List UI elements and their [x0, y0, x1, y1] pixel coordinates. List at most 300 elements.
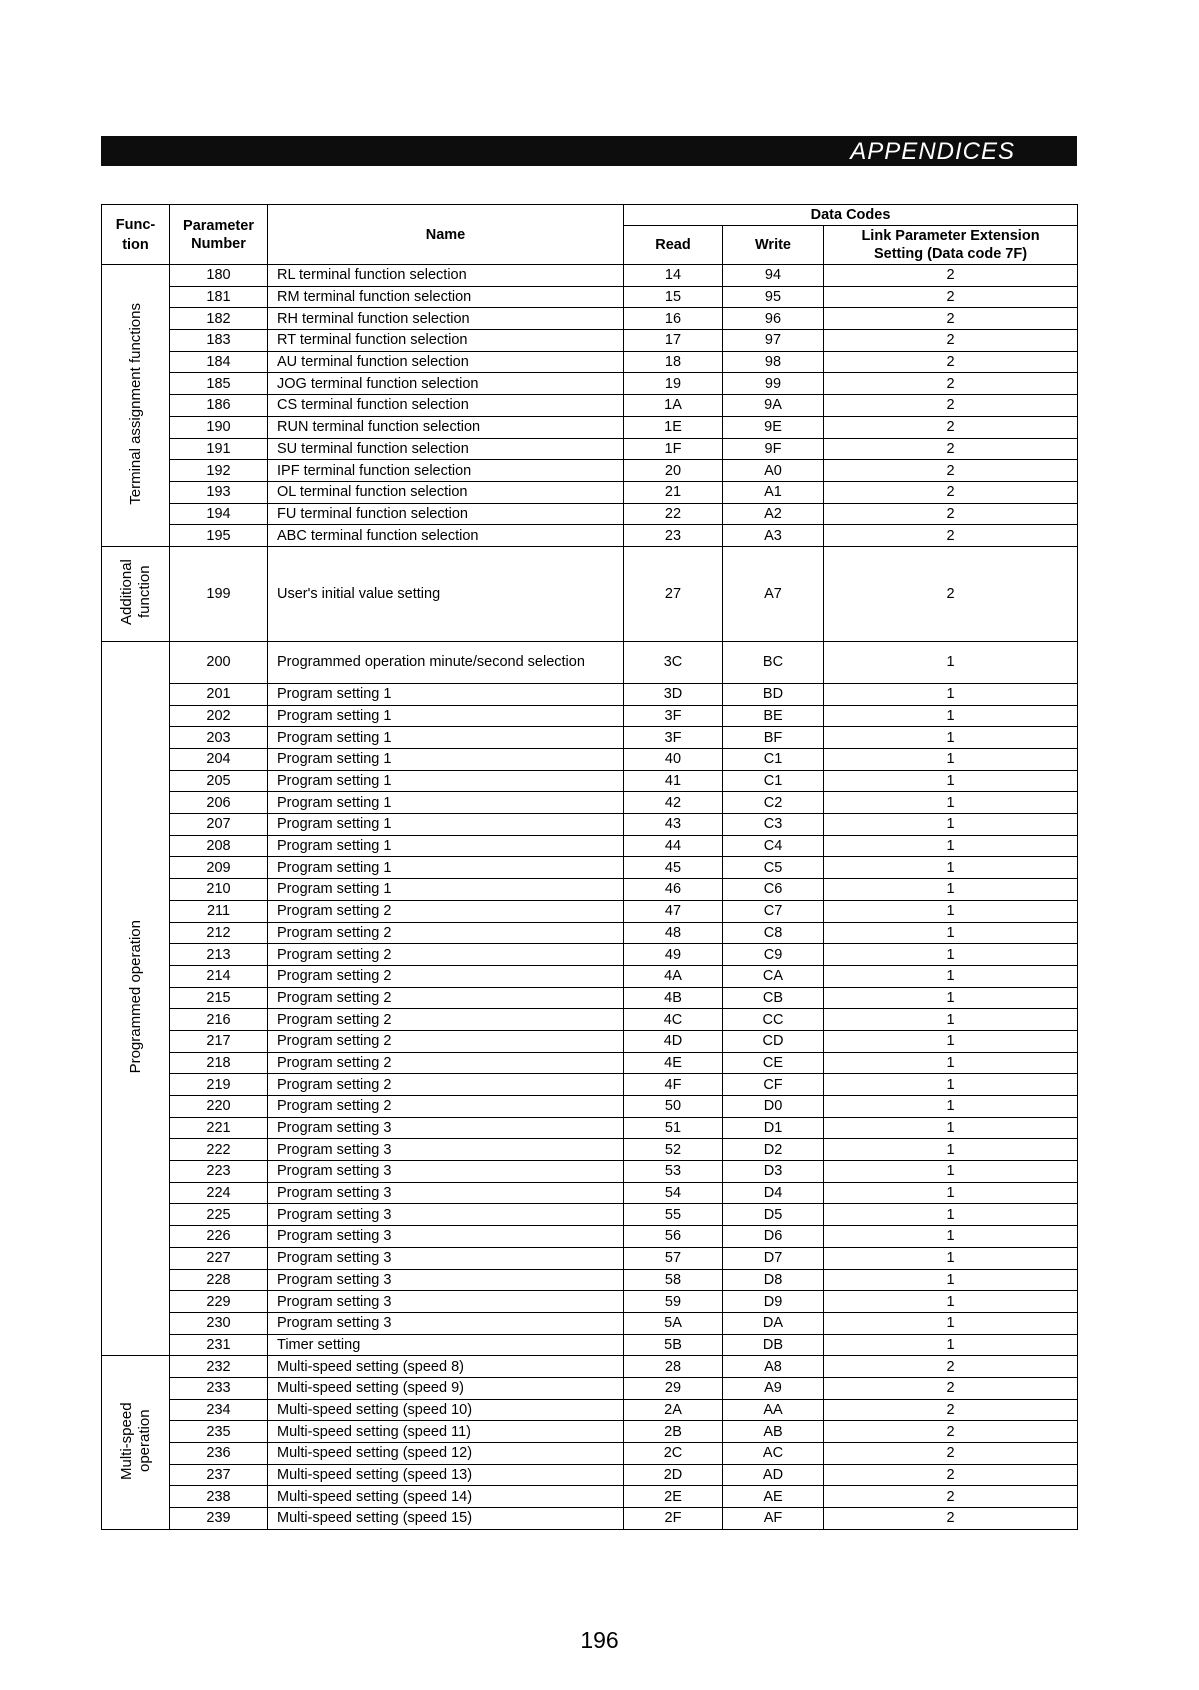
- link-extension-cell: 1: [824, 814, 1078, 836]
- read-code-cell: 58: [624, 1269, 723, 1291]
- parameter-number-cell: 186: [170, 395, 268, 417]
- link-extension-cell: 1: [824, 727, 1078, 749]
- header-name: Name: [268, 205, 624, 265]
- table-row: [102, 683, 1078, 705]
- read-code-cell: 21: [624, 481, 723, 503]
- link-extension-cell: 2: [824, 416, 1078, 438]
- write-code-cell: A1: [723, 481, 824, 503]
- parameter-number-cell: 182: [170, 308, 268, 330]
- read-code-cell: 3C: [624, 641, 723, 683]
- table-row: [102, 460, 1078, 482]
- parameter-name-cell: Multi-speed setting (speed 11): [268, 1421, 624, 1443]
- read-code-cell: 44: [624, 835, 723, 857]
- parameter-name-cell: Multi-speed setting (speed 10): [268, 1399, 624, 1421]
- write-code-cell: AE: [723, 1486, 824, 1508]
- write-code-cell: D1: [723, 1117, 824, 1139]
- parameter-name-cell: Program setting 1: [268, 814, 624, 836]
- parameter-number-cell: 214: [170, 965, 268, 987]
- parameter-number-cell: 213: [170, 944, 268, 966]
- read-code-cell: 3D: [624, 683, 723, 705]
- parameter-number-cell: 210: [170, 879, 268, 901]
- parameter-name-cell: Multi-speed setting (speed 9): [268, 1377, 624, 1399]
- table-row: [102, 1356, 1078, 1378]
- parameter-name-cell: Multi-speed setting (speed 14): [268, 1486, 624, 1508]
- function-group-cell: [102, 265, 170, 547]
- table-row: [102, 1117, 1078, 1139]
- write-code-cell: CC: [723, 1009, 824, 1031]
- read-code-cell: 43: [624, 814, 723, 836]
- read-code-cell: 54: [624, 1182, 723, 1204]
- parameter-name-cell: Multi-speed setting (speed 15): [268, 1508, 624, 1530]
- parameter-number-cell: 185: [170, 373, 268, 395]
- write-code-cell: C5: [723, 857, 824, 879]
- table-row: [102, 987, 1078, 1009]
- parameter-number-cell: 230: [170, 1312, 268, 1334]
- table-row: [102, 1312, 1078, 1334]
- table-row: [102, 503, 1078, 525]
- read-code-cell: 2A: [624, 1399, 723, 1421]
- parameter-number-cell: 238: [170, 1486, 268, 1508]
- write-code-cell: D6: [723, 1226, 824, 1248]
- parameter-name-cell: IPF terminal function selection: [268, 460, 624, 482]
- parameter-name-cell: Program setting 2: [268, 1052, 624, 1074]
- link-extension-cell: 1: [824, 1291, 1078, 1313]
- read-code-cell: 2C: [624, 1443, 723, 1465]
- parameter-name-cell: AU terminal function selection: [268, 351, 624, 373]
- parameter-number-cell: 180: [170, 265, 268, 287]
- link-extension-cell: 2: [824, 1356, 1078, 1378]
- parameter-name-cell: Program setting 1: [268, 879, 624, 901]
- parameter-number-cell: 224: [170, 1182, 268, 1204]
- table-row: [102, 1377, 1078, 1399]
- table-row: [102, 351, 1078, 373]
- header-parameter-number: Parameter Number: [170, 205, 268, 265]
- link-extension-cell: 2: [824, 481, 1078, 503]
- parameter-name-cell: Program setting 1: [268, 770, 624, 792]
- read-code-cell: 42: [624, 792, 723, 814]
- function-group-label: Terminal assignment functions: [126, 302, 144, 505]
- parameter-number-cell: 215: [170, 987, 268, 1009]
- parameter-name-cell: Program setting 2: [268, 987, 624, 1009]
- read-code-cell: 53: [624, 1161, 723, 1183]
- write-code-cell: CA: [723, 965, 824, 987]
- table-row: [102, 286, 1078, 308]
- write-code-cell: BF: [723, 727, 824, 749]
- read-code-cell: 4A: [624, 965, 723, 987]
- table-row: [102, 1074, 1078, 1096]
- parameter-name-cell: Program setting 3: [268, 1269, 624, 1291]
- link-extension-cell: 1: [824, 944, 1078, 966]
- write-code-cell: 94: [723, 265, 824, 287]
- parameter-number-cell: 191: [170, 438, 268, 460]
- parameter-number-cell: 226: [170, 1226, 268, 1248]
- parameter-number-cell: 203: [170, 727, 268, 749]
- table-row: [102, 1182, 1078, 1204]
- parameter-number-cell: 211: [170, 900, 268, 922]
- read-code-cell: 4C: [624, 1009, 723, 1031]
- parameter-name-cell: RL terminal function selection: [268, 265, 624, 287]
- write-code-cell: A8: [723, 1356, 824, 1378]
- table-row: [102, 546, 1078, 641]
- parameter-name-cell: Program setting 1: [268, 835, 624, 857]
- link-extension-cell: 1: [824, 900, 1078, 922]
- table-row: [102, 330, 1078, 352]
- read-code-cell: 50: [624, 1096, 723, 1118]
- read-code-cell: 2F: [624, 1508, 723, 1530]
- write-code-cell: D3: [723, 1161, 824, 1183]
- write-code-cell: C1: [723, 770, 824, 792]
- parameter-number-cell: 228: [170, 1269, 268, 1291]
- parameter-number-cell: 221: [170, 1117, 268, 1139]
- link-extension-cell: 1: [824, 1009, 1078, 1031]
- table-row: [102, 1226, 1078, 1248]
- header-data-codes: Data Codes: [624, 205, 1078, 226]
- link-extension-cell: 2: [824, 373, 1078, 395]
- parameter-number-cell: 216: [170, 1009, 268, 1031]
- parameter-number-cell: 227: [170, 1247, 268, 1269]
- parameter-number-cell: 207: [170, 814, 268, 836]
- table-row: [102, 373, 1078, 395]
- write-code-cell: 95: [723, 286, 824, 308]
- write-code-cell: 98: [723, 351, 824, 373]
- table-row: [102, 965, 1078, 987]
- table-row: [102, 1204, 1078, 1226]
- table-row: [102, 792, 1078, 814]
- table-row: [102, 727, 1078, 749]
- section-header-bar: [101, 136, 1077, 166]
- write-code-cell: BD: [723, 683, 824, 705]
- link-extension-cell: 1: [824, 857, 1078, 879]
- read-code-cell: 17: [624, 330, 723, 352]
- write-code-cell: D4: [723, 1182, 824, 1204]
- link-extension-cell: 1: [824, 1074, 1078, 1096]
- table-row: [102, 922, 1078, 944]
- read-code-cell: 18: [624, 351, 723, 373]
- link-extension-cell: 2: [824, 460, 1078, 482]
- parameter-table: [101, 204, 1078, 1530]
- read-code-cell: 3F: [624, 705, 723, 727]
- link-extension-cell: 1: [824, 1117, 1078, 1139]
- table-row: [102, 879, 1078, 901]
- write-code-cell: C4: [723, 835, 824, 857]
- table-body: [102, 265, 1078, 1530]
- table-row: [102, 438, 1078, 460]
- table-row: [102, 308, 1078, 330]
- table-row: [102, 857, 1078, 879]
- write-code-cell: AF: [723, 1508, 824, 1530]
- write-code-cell: A3: [723, 525, 824, 547]
- table-row: [102, 265, 1078, 287]
- table-row: [102, 525, 1078, 547]
- parameter-number-cell: 201: [170, 683, 268, 705]
- read-code-cell: 41: [624, 770, 723, 792]
- write-code-cell: D0: [723, 1096, 824, 1118]
- link-extension-cell: 1: [824, 965, 1078, 987]
- read-code-cell: 51: [624, 1117, 723, 1139]
- link-extension-cell: 2: [824, 1464, 1078, 1486]
- table-row: [102, 1464, 1078, 1486]
- parameter-number-cell: 204: [170, 749, 268, 771]
- link-extension-cell: 1: [824, 835, 1078, 857]
- table-row: [102, 1291, 1078, 1313]
- link-extension-cell: 1: [824, 1096, 1078, 1118]
- parameter-number-cell: 223: [170, 1161, 268, 1183]
- table-row: [102, 900, 1078, 922]
- table-row: [102, 705, 1078, 727]
- read-code-cell: 46: [624, 879, 723, 901]
- table-row: [102, 1269, 1078, 1291]
- parameter-number-cell: 229: [170, 1291, 268, 1313]
- section-title: APPENDICES: [850, 138, 1015, 165]
- write-code-cell: BE: [723, 705, 824, 727]
- parameter-name-cell: Program setting 3: [268, 1117, 624, 1139]
- link-extension-cell: 1: [824, 749, 1078, 771]
- write-code-cell: D8: [723, 1269, 824, 1291]
- table-row: [102, 1508, 1078, 1530]
- parameter-number-cell: 184: [170, 351, 268, 373]
- write-code-cell: DB: [723, 1334, 824, 1356]
- table-row: [102, 1009, 1078, 1031]
- read-code-cell: 28: [624, 1356, 723, 1378]
- table-row: [102, 416, 1078, 438]
- write-code-cell: D7: [723, 1247, 824, 1269]
- write-code-cell: BC: [723, 641, 824, 683]
- parameter-name-cell: Program setting 3: [268, 1182, 624, 1204]
- write-code-cell: D2: [723, 1139, 824, 1161]
- parameter-number-cell: 200: [170, 641, 268, 683]
- table-row: [102, 1096, 1078, 1118]
- parameter-number-cell: 218: [170, 1052, 268, 1074]
- read-code-cell: 40: [624, 749, 723, 771]
- write-code-cell: A0: [723, 460, 824, 482]
- write-code-cell: C3: [723, 814, 824, 836]
- write-code-cell: C2: [723, 792, 824, 814]
- link-extension-cell: 1: [824, 1204, 1078, 1226]
- parameter-name-cell: CS terminal function selection: [268, 395, 624, 417]
- read-code-cell: 23: [624, 525, 723, 547]
- link-extension-cell: 1: [824, 683, 1078, 705]
- table-row: [102, 835, 1078, 857]
- link-extension-cell: 1: [824, 1161, 1078, 1183]
- link-extension-cell: 2: [824, 395, 1078, 417]
- parameter-name-cell: Program setting 1: [268, 749, 624, 771]
- write-code-cell: CD: [723, 1030, 824, 1052]
- link-extension-cell: 2: [824, 503, 1078, 525]
- read-code-cell: 47: [624, 900, 723, 922]
- parameter-number-cell: 208: [170, 835, 268, 857]
- parameter-number-cell: 219: [170, 1074, 268, 1096]
- write-code-cell: 9A: [723, 395, 824, 417]
- table-row: [102, 641, 1078, 683]
- write-code-cell: AB: [723, 1421, 824, 1443]
- parameter-name-cell: RH terminal function selection: [268, 308, 624, 330]
- table-row: [102, 1139, 1078, 1161]
- read-code-cell: 5A: [624, 1312, 723, 1334]
- parameter-name-cell: User's initial value setting: [268, 546, 624, 641]
- parameter-name-cell: Program setting 2: [268, 944, 624, 966]
- parameter-number-cell: 195: [170, 525, 268, 547]
- link-extension-cell: 1: [824, 1312, 1078, 1334]
- parameter-name-cell: Program setting 3: [268, 1204, 624, 1226]
- link-extension-cell: 2: [824, 308, 1078, 330]
- read-code-cell: 22: [624, 503, 723, 525]
- function-group-label: Additional function: [117, 559, 153, 625]
- link-extension-cell: 2: [824, 1443, 1078, 1465]
- link-extension-cell: 1: [824, 1052, 1078, 1074]
- read-code-cell: 20: [624, 460, 723, 482]
- read-code-cell: 59: [624, 1291, 723, 1313]
- table-row: [102, 749, 1078, 771]
- table-row: [102, 395, 1078, 417]
- parameter-name-cell: Program setting 2: [268, 922, 624, 944]
- link-extension-cell: 2: [824, 525, 1078, 547]
- link-extension-cell: 2: [824, 330, 1078, 352]
- link-extension-cell: 1: [824, 705, 1078, 727]
- parameter-name-cell: Program setting 3: [268, 1139, 624, 1161]
- parameter-name-cell: RUN terminal function selection: [268, 416, 624, 438]
- header-read: Read: [624, 226, 723, 265]
- write-code-cell: 97: [723, 330, 824, 352]
- table-row: [102, 1247, 1078, 1269]
- parameter-number-cell: 193: [170, 481, 268, 503]
- read-code-cell: 1E: [624, 416, 723, 438]
- function-group-label: Programmed operation: [126, 919, 144, 1074]
- link-extension-cell: 2: [824, 1399, 1078, 1421]
- link-extension-cell: 1: [824, 1030, 1078, 1052]
- read-code-cell: 49: [624, 944, 723, 966]
- parameter-name-cell: RT terminal function selection: [268, 330, 624, 352]
- table-row: [102, 1443, 1078, 1465]
- parameter-number-cell: 234: [170, 1399, 268, 1421]
- parameter-number-cell: 190: [170, 416, 268, 438]
- write-code-cell: CF: [723, 1074, 824, 1096]
- read-code-cell: 57: [624, 1247, 723, 1269]
- function-group-cell: [102, 641, 170, 1355]
- parameter-name-cell: OL terminal function selection: [268, 481, 624, 503]
- parameter-number-cell: 235: [170, 1421, 268, 1443]
- parameter-number-cell: 217: [170, 1030, 268, 1052]
- read-code-cell: 48: [624, 922, 723, 944]
- write-code-cell: AC: [723, 1443, 824, 1465]
- parameter-number-cell: 205: [170, 770, 268, 792]
- parameter-name-cell: Program setting 2: [268, 900, 624, 922]
- link-extension-cell: 2: [824, 286, 1078, 308]
- read-code-cell: 19: [624, 373, 723, 395]
- write-code-cell: C1: [723, 749, 824, 771]
- read-code-cell: 5B: [624, 1334, 723, 1356]
- parameter-name-cell: Program setting 1: [268, 683, 624, 705]
- parameter-name-cell: Program setting 2: [268, 1009, 624, 1031]
- parameter-number-cell: 192: [170, 460, 268, 482]
- table-row: [102, 1399, 1078, 1421]
- read-code-cell: 14: [624, 265, 723, 287]
- parameter-number-cell: 220: [170, 1096, 268, 1118]
- table-row: [102, 770, 1078, 792]
- read-code-cell: 1A: [624, 395, 723, 417]
- read-code-cell: 29: [624, 1377, 723, 1399]
- parameter-name-cell: Multi-speed setting (speed 8): [268, 1356, 624, 1378]
- write-code-cell: D5: [723, 1204, 824, 1226]
- link-extension-cell: 2: [824, 546, 1078, 641]
- parameter-name-cell: Program setting 2: [268, 965, 624, 987]
- parameter-name-cell: Program setting 3: [268, 1291, 624, 1313]
- link-extension-cell: 1: [824, 641, 1078, 683]
- link-extension-cell: 1: [824, 770, 1078, 792]
- header-function: Func- tion: [102, 205, 170, 265]
- parameter-number-cell: 233: [170, 1377, 268, 1399]
- link-extension-cell: 2: [824, 265, 1078, 287]
- page-number: 196: [580, 1627, 619, 1653]
- read-code-cell: 2E: [624, 1486, 723, 1508]
- read-code-cell: 1F: [624, 438, 723, 460]
- parameter-number-cell: 194: [170, 503, 268, 525]
- parameter-name-cell: Programmed operation minute/second selection: [268, 641, 624, 683]
- write-code-cell: D9: [723, 1291, 824, 1313]
- table-row: [102, 1161, 1078, 1183]
- table-row: [102, 1030, 1078, 1052]
- write-code-cell: 96: [723, 308, 824, 330]
- link-extension-cell: 2: [824, 1508, 1078, 1530]
- write-code-cell: DA: [723, 1312, 824, 1334]
- write-code-cell: C8: [723, 922, 824, 944]
- parameter-number-cell: 209: [170, 857, 268, 879]
- parameter-name-cell: Program setting 2: [268, 1096, 624, 1118]
- write-code-cell: C9: [723, 944, 824, 966]
- table-row: [102, 1334, 1078, 1356]
- parameter-name-cell: ABC terminal function selection: [268, 525, 624, 547]
- parameter-number-cell: 231: [170, 1334, 268, 1356]
- parameter-name-cell: JOG terminal function selection: [268, 373, 624, 395]
- header-link-extension: Link Parameter Extension Setting (Data code 7F): [824, 226, 1078, 265]
- link-extension-cell: 2: [824, 351, 1078, 373]
- link-extension-cell: 2: [824, 1421, 1078, 1443]
- link-extension-cell: 1: [824, 879, 1078, 901]
- read-code-cell: 45: [624, 857, 723, 879]
- parameter-name-cell: Multi-speed setting (speed 12): [268, 1443, 624, 1465]
- link-extension-cell: 1: [824, 1269, 1078, 1291]
- parameter-name-cell: Program setting 2: [268, 1074, 624, 1096]
- write-code-cell: CE: [723, 1052, 824, 1074]
- parameter-name-cell: Program setting 1: [268, 792, 624, 814]
- read-code-cell: 16: [624, 308, 723, 330]
- read-code-cell: 55: [624, 1204, 723, 1226]
- function-group-cell: [102, 1356, 170, 1530]
- parameter-name-cell: Multi-speed setting (speed 13): [268, 1464, 624, 1486]
- parameter-name-cell: SU terminal function selection: [268, 438, 624, 460]
- table-row: [102, 1421, 1078, 1443]
- parameter-number-cell: 199: [170, 546, 268, 641]
- write-code-cell: CB: [723, 987, 824, 1009]
- parameter-name-cell: FU terminal function selection: [268, 503, 624, 525]
- table-row: [102, 1486, 1078, 1508]
- parameter-number-cell: 183: [170, 330, 268, 352]
- parameter-number-cell: 222: [170, 1139, 268, 1161]
- parameter-number-cell: 237: [170, 1464, 268, 1486]
- table-row: [102, 944, 1078, 966]
- parameter-number-cell: 225: [170, 1204, 268, 1226]
- write-code-cell: C7: [723, 900, 824, 922]
- parameter-name-cell: Program setting 1: [268, 705, 624, 727]
- read-code-cell: 4B: [624, 987, 723, 1009]
- parameter-number-cell: 181: [170, 286, 268, 308]
- write-code-cell: AA: [723, 1399, 824, 1421]
- function-group-label: Multi-speed operation: [117, 1401, 153, 1480]
- link-extension-cell: 1: [824, 1334, 1078, 1356]
- link-extension-cell: 2: [824, 1377, 1078, 1399]
- link-extension-cell: 1: [824, 792, 1078, 814]
- read-code-cell: 27: [624, 546, 723, 641]
- header-write: Write: [723, 226, 824, 265]
